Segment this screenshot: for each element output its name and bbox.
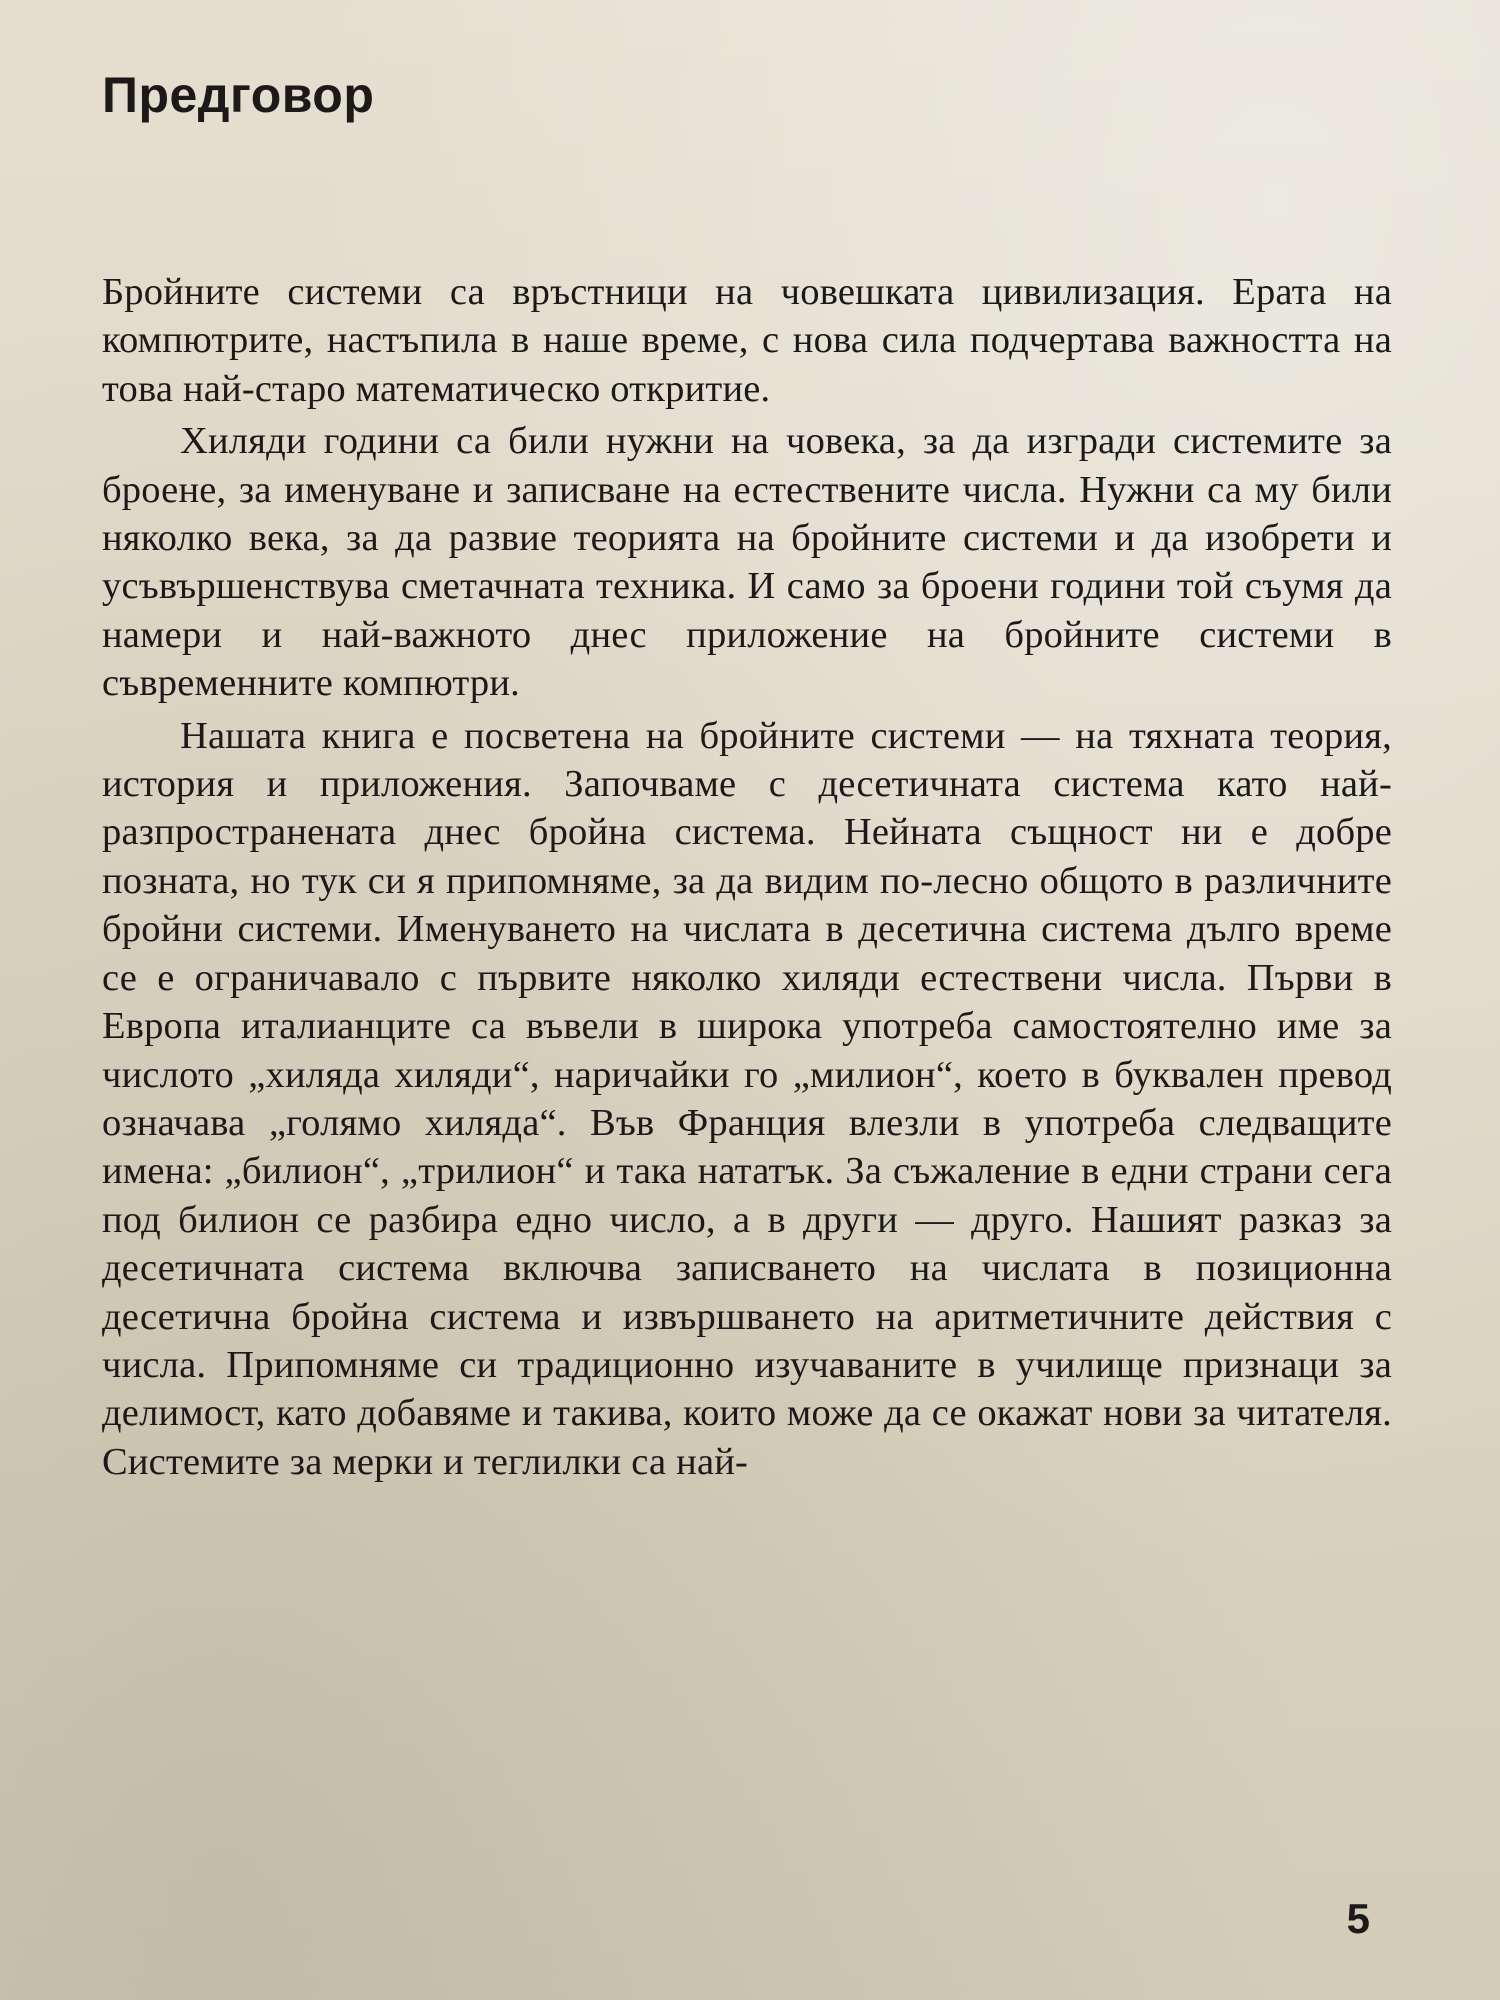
page-content	[102, 62, 1392, 1486]
paragraph-2: Хиляди години са били нужни на човека, за да изгради системите за броене, за именуване и записване на естествените числа. Нужни са му били няколко века, за да развие теорията на бройните системи и да изобрети и усъвършенствува сметачната техника. И само за броени години той съумя да намери и най-важното днес приложение на бройните системи в съвременните компютри.	[102, 420, 1392, 705]
chapter-heading: Предговор	[102, 67, 375, 123]
paragraph-3: Нашата книга е посветена на бройните системи — на тяхната теория, история и приложения. Започваме с десетичната система като най-разпространената днес бройна система. Нейната същност ни е добре позната, но тук си я припомняме, за да видим по-лесно общото в различните бройни системи. Именуването на числата в десетична система дълго време се е ограничавало с първите няколко хиляди естествени числа. Първи в Европа италианците са въвели в широка употреба самостоятелно име за числото „хиляда хиляди“, наричайки го „милион“, което в буквален превод означава „голямо хиляда“. Във Франция влезли в употреба следващите имена: „билион“, „трилион“ и така нататък. За съжаление в едни страни сега под билион се разбира едно число, а в други — друго. Нашият разказ за десетичната система включва записването на числата в позиционна десетична бройна система и извършването на аритметичните действия с числа. Припомняме си традиционно изучаваните в училище признаци за делимост, като добавяме и такива, които може да се окажат нови за читателя. Системите за мерки и теглилки са най-	[102, 714, 1392, 1483]
paragraph-1: Бройните системи са връстници на човешката цивилизация. Ерата на компютрите, настъпила в наше време, с нова сила подчертава важността на това най-старо математическо откритие.	[102, 271, 1392, 410]
page-number: 5	[1346, 1895, 1370, 1942]
